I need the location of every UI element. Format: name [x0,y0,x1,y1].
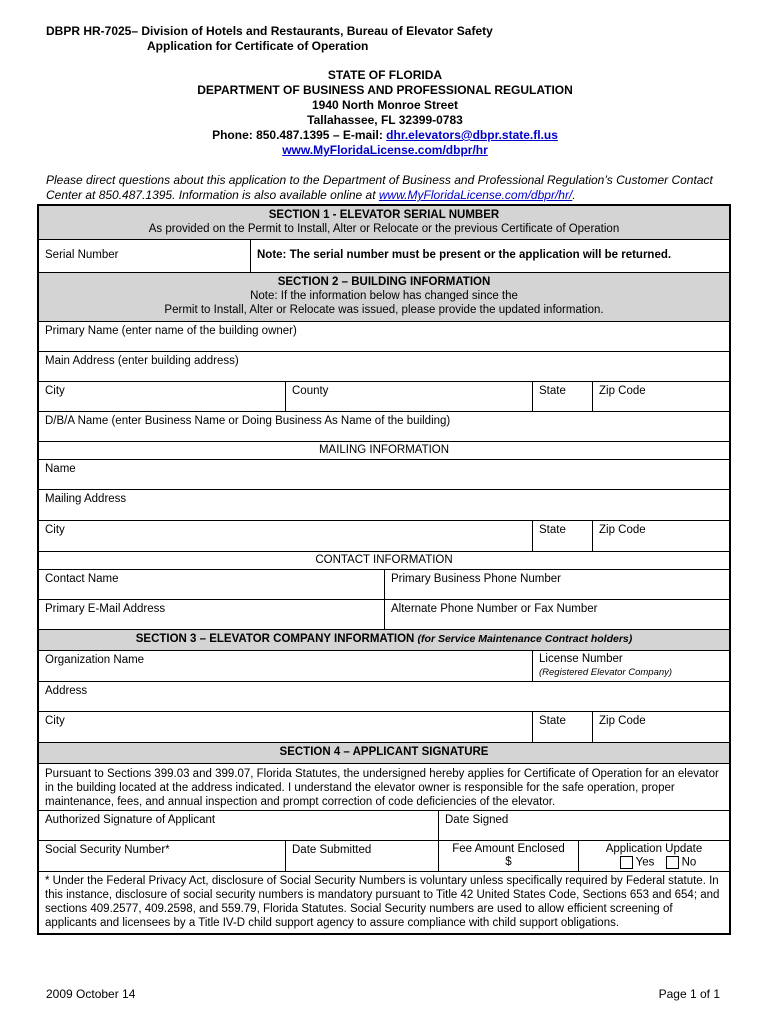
contact-name-row [39,570,729,600]
date-signed-field[interactable] [439,811,729,840]
footer-date: 2009 October 14 [46,987,136,1001]
primary-name-row [39,322,729,352]
section2-title: SECTION 2 – BUILDING INFORMATION [277,276,491,288]
section1-header [39,206,729,239]
company-address-label: Address [45,685,88,697]
building-state-field[interactable] [533,382,593,411]
mailing-header: MAILING INFORMATION [318,444,450,456]
license-label: License Number [539,653,623,665]
department-name: DEPARTMENT OF BUSINESS AND PROFESSIONAL REGULATION [197,83,573,97]
section1-header-row [39,206,729,240]
contact-header-row [39,552,729,570]
alt-phone-field[interactable] [385,600,729,629]
phone-text: Phone: 850.487.1395 – E-mail: [212,128,387,142]
ssn-label: Social Security Number* [45,844,170,856]
primary-email-label: Primary E-Mail Address [45,603,166,615]
section3-title-note: (for Service Maintenance Contract holders) [417,633,633,645]
date-submitted-field[interactable] [286,841,439,871]
mailing-state-label: State [539,524,566,536]
privacy-notice: * Under the Federal Privacy Act, disclosure of Social Security Numbers is voluntary unless specifically required by Federal statute. In this instance, disclosure of social security numbers is mandatory pursuant to Title 42 United States Code, Sections 653 and 654; and sections 409.2577, 409.2598, and 559.79, Florida Statutes. Social Security numbers are used to allow efficient screening of applicants and licensees by a Title IV-D child support agency to assure compliance with child support obligations. [45,875,720,929]
mailing-name-field[interactable] [39,460,729,489]
license-field[interactable] [533,651,729,681]
city-line: Tallahassee, FL 32399-0783 [307,113,463,127]
intro-end: . [572,188,576,202]
mailing-address-label: Mailing Address [45,493,127,505]
license-note: (Registered Elevator Company) [539,667,673,678]
date-submitted-label: Date Submitted [292,844,372,856]
document-header [46,24,493,54]
section3-header-row [39,630,729,651]
section4-title: SECTION 4 – APPLICANT SIGNATURE [279,746,489,758]
applicant-statement: Pursuant to Sections 399.03 and 399.07, Florida Statutes, the undersigned hereby applies for Certificate of Operation for an elevator in the building located at the address indicated. I understand the elevator owner is responsible for the safe operation, proper maintenance, fees, and annual inspection and prompt correction of code deficiencies of the elevator. [45,768,719,808]
mailing-header-row [39,442,729,460]
yes-label: Yes [635,856,655,869]
company-address-field[interactable] [39,682,729,711]
privacy-row [39,872,729,933]
dba-field[interactable] [39,412,729,441]
mailing-city-label: City [45,524,65,536]
main-address-field[interactable] [39,352,729,381]
statement-row [39,764,729,811]
intro-link[interactable]: www.MyFloridaLicense.com/dbpr/hr/ [378,188,573,202]
county-field[interactable] [286,382,533,411]
serial-note: Note: The serial number must be present or the application will be returned. [257,249,672,261]
signature-row [39,811,729,841]
no-checkbox[interactable] [666,856,679,869]
primary-phone-label: Primary Business Phone Number [391,573,562,585]
section1-title: SECTION 1 - ELEVATOR SERIAL NUMBER [268,209,500,221]
form-title: Application for Certificate of Operation [147,39,369,53]
mailing-city-row [39,521,729,552]
app-update-options [585,856,723,870]
contact-name-field[interactable] [39,570,385,599]
signature-label: Authorized Signature of Applicant [45,814,216,826]
contact-header: CONTACT INFORMATION [315,554,453,566]
date-signed-label: Date Signed [445,814,509,826]
org-name-label: Organization Name [45,654,145,666]
serial-row [39,240,729,273]
section3-title: SECTION 3 – ELEVATOR COMPANY INFORMATION [135,633,415,645]
alt-phone-label: Alternate Phone Number or Fax Number [391,603,598,615]
ssn-field[interactable] [39,841,286,871]
application-form [37,204,731,935]
org-row [39,651,729,682]
company-state-label: State [539,715,566,727]
dollar-sign: $ [505,856,512,868]
mailing-zip-label: Zip Code [599,524,646,536]
section2-header [39,273,729,321]
name-label: Name [45,463,76,475]
mailing-zip-field[interactable] [593,521,729,551]
agency-block [0,68,770,158]
serial-number-field[interactable] [39,240,251,272]
footer-page: Page 1 of 1 [658,987,720,1001]
contact-name-label: Contact Name [45,573,119,585]
building-zip-field[interactable] [593,382,729,411]
company-city-label: City [45,715,65,727]
city-county-row [39,382,729,412]
company-zip-field[interactable] [593,712,729,742]
company-state-field[interactable] [533,712,593,742]
yes-checkbox[interactable] [620,856,633,869]
dba-label: D/B/A Name (enter Business Name or Doing Business As Name of the building) [45,415,451,427]
mailing-name-row [39,460,729,490]
section4-header-row [39,743,729,764]
intro-text: Please direct questions about this application to the Department of Business and Professional Regulation’s Customer Contact Center at 850.487.1395. Information is also available online at [46,173,713,202]
company-city-row [39,712,729,743]
app-update-field [579,841,729,871]
primary-name-field[interactable] [39,322,729,351]
street-address: 1940 North Monroe Street [311,98,459,112]
serial-number-label: Serial Number [45,249,119,261]
city-label: City [45,385,65,397]
section1-subtitle: As provided on the Permit to Install, Alter or Relocate or the previous Certificate of Operation [148,223,620,235]
intro-paragraph [46,173,726,203]
no-label: No [681,856,697,869]
state-name: STATE OF FLORIDA [327,68,443,82]
dba-row [39,412,729,442]
org-name-field[interactable] [39,651,533,681]
fee-label: Fee Amount Enclosed [452,843,565,855]
fee-field[interactable] [439,841,579,871]
mailing-state-field[interactable] [533,521,593,551]
mailing-city-field[interactable] [39,521,533,551]
website-link[interactable]: www.MyFloridaLicense.com/dbpr/hr [282,143,488,157]
main-address-row [39,352,729,382]
app-update-label: Application Update [605,843,703,855]
primary-phone-field[interactable] [385,570,729,599]
zip-label: Zip Code [599,385,646,397]
email-link[interactable]: dhr.elevators@dbpr.state.fl.us [386,128,558,142]
ssn-row [39,841,729,872]
email-row [39,600,729,630]
section2-note1: Note: If the information below has changed since the [250,290,518,302]
signature-field[interactable] [39,811,439,840]
county-label: County [292,385,329,397]
primary-email-field[interactable] [39,600,385,629]
section2-header-row [39,273,729,322]
website-line [0,143,770,158]
section4-header [39,743,729,763]
company-address-row [39,682,729,712]
section2-note2: Permit to Install, Alter or Relocate was issued, please provide the updated information. [164,304,604,316]
state-label: State [539,385,566,397]
main-address-label: Main Address (enter building address) [45,355,239,367]
form-id-line: DBPR HR-7025– Division of Hotels and Restaurants, Bureau of Elevator Safety [46,24,493,38]
building-city-field[interactable] [39,382,286,411]
section3-header [39,630,729,650]
company-zip-label: Zip Code [599,715,646,727]
contact-line [0,128,770,143]
mailing-address-row [39,490,729,521]
mailing-address-field[interactable] [39,490,729,520]
company-city-field[interactable] [39,712,533,742]
primary-name-label: Primary Name (enter name of the building owner) [45,325,297,337]
